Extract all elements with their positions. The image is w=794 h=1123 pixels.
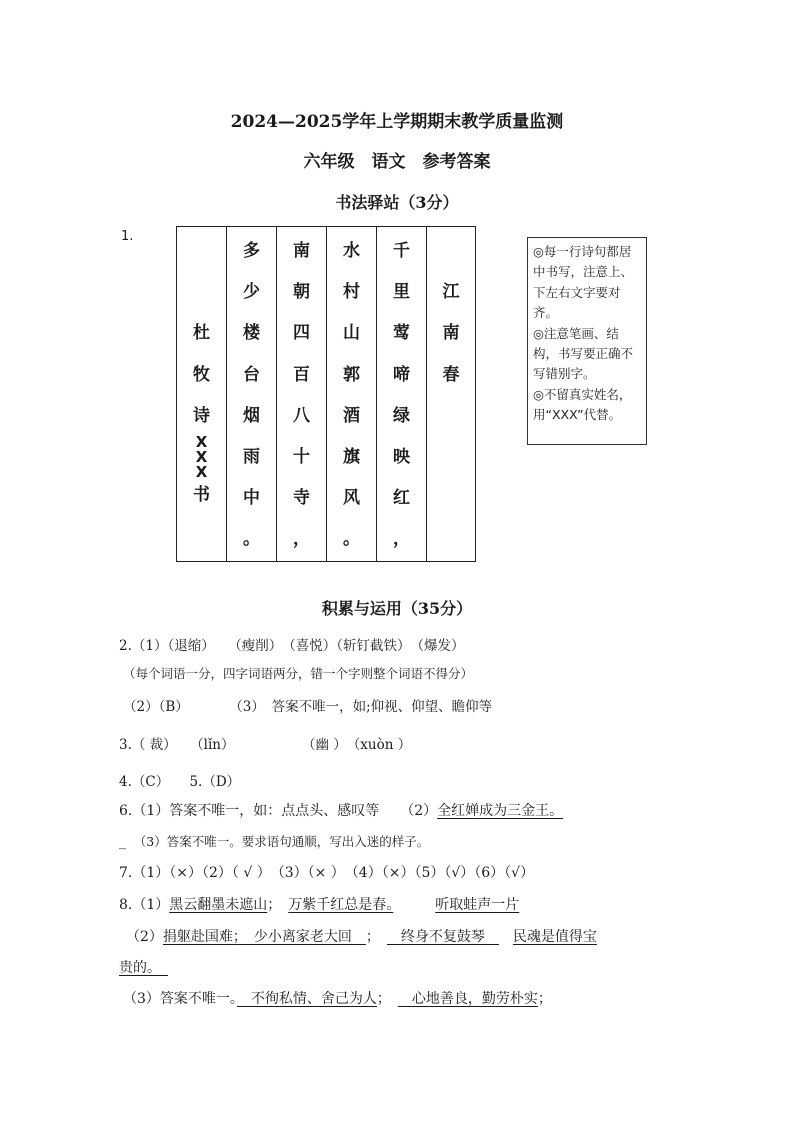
- grid-char: 十: [293, 447, 310, 467]
- note-item: ◎注意笔画、结构，书写要正确不写错别字。: [533, 325, 634, 382]
- grid-char: 江: [442, 282, 460, 302]
- grid-char: 牧: [193, 365, 210, 385]
- grid-char: 书: [193, 485, 210, 505]
- section-heading-accumulation: 积累与运用（35分）: [321, 599, 473, 618]
- grid-char: 烟: [243, 406, 260, 426]
- grid-char: 台: [243, 365, 260, 385]
- grid-char: 八: [293, 406, 310, 426]
- grid-char: 绿: [393, 406, 410, 426]
- grid-char: X: [195, 433, 208, 451]
- answer-q8-3-b: 心地善良，勤劳朴实: [397, 991, 538, 1007]
- grid-char: 春: [442, 365, 460, 385]
- grid-char: 中: [243, 488, 260, 508]
- note-item: ◎每一行诗句都居中书写，注意上、下左右文字要对齐。: [533, 244, 634, 321]
- grid-char: 楼: [243, 323, 260, 343]
- answer-q8-3-a: 不徇私情、舍己为人: [236, 991, 377, 1007]
- grid-column-line-4: [227, 227, 277, 561]
- grid-char: 。: [243, 529, 260, 549]
- answer-q6-line1: [119, 800, 563, 820]
- grid-char: 四: [293, 323, 310, 343]
- grid-char: 郭: [343, 365, 360, 385]
- answer-q8-2-prefix: （2）: [126, 929, 163, 945]
- grid-char: 村: [343, 282, 360, 302]
- grid-char: 千: [393, 241, 410, 261]
- grid-char: 水: [343, 241, 360, 261]
- grid-column-title: [427, 227, 475, 561]
- answer-q8-1-b: 万紫千红总是春。: [288, 897, 394, 913]
- answer-q6-part3: （3）答案不唯一。要求语句通顺，写出入迷的样子。: [140, 834, 430, 849]
- answer-q8-2-d: 民魂是值得宝: [512, 929, 597, 945]
- answer-q8-3-prefix: （3）答案不唯一。: [123, 991, 237, 1007]
- page-title: 2024—2025学年上学期期末教学质量监测: [230, 112, 564, 132]
- grid-char: 酒: [343, 406, 360, 426]
- writing-notes-box: [527, 237, 647, 445]
- answer-q6-part1: 6.（1）答案不唯一，如：点点头、感叹等 （2）: [119, 803, 438, 819]
- answer-q6-underlined: 全红婵成为三金王。: [437, 803, 564, 819]
- page-subtitle: 六年级 语文 参考答案: [303, 152, 491, 172]
- grid-char: 山: [343, 323, 360, 343]
- answer-q8-2-b: 少小离家老大回: [239, 929, 366, 945]
- grid-char: 里: [393, 282, 410, 302]
- answer-q4-q5: 4.（C） 5.（D）: [119, 774, 241, 790]
- answer-q8-2-e: 贵的。: [119, 960, 154, 976]
- grid-char: 南: [293, 241, 310, 261]
- question-number-1: 1.: [121, 229, 134, 244]
- grid-char: 映: [393, 447, 410, 467]
- grid-char: X: [195, 448, 208, 466]
- answer-q8-1-a: 黑云翻墨未遮山: [169, 897, 268, 913]
- grid-char: 百: [293, 365, 310, 385]
- grid-char: 寺: [293, 488, 310, 508]
- note-item: ◎不留真实姓名，用“XXX”代替。: [533, 386, 632, 423]
- answer-q3: 3.（ 裁） （lǐn） （幽 ） （xuòn ）: [119, 737, 412, 753]
- section-heading-calligraphy: 书法驿站（3分）: [335, 193, 459, 212]
- grid-char: 啼: [393, 365, 410, 385]
- answer-q7: 7.（1）（×）（2）（ √ ） （3）（× ） （4）（×）（5）（√）（6）（√）: [119, 865, 535, 881]
- grid-char: 多: [243, 241, 260, 261]
- grid-char: 风: [343, 488, 360, 508]
- grid-column-line-2: [327, 227, 377, 561]
- answer-q8-3-end: ；: [537, 991, 552, 1007]
- grid-column-signature: [177, 227, 227, 561]
- answer-q8-1-c: 听取蛙声一片: [435, 897, 520, 913]
- answer-q2-line1: 2.（1）（退缩） （瘦削） （喜悦）（斩钉截铁） （爆发）: [119, 638, 465, 654]
- grid-column-line-3: [277, 227, 327, 561]
- grid-char: 少: [243, 282, 260, 302]
- answer-q6-dash: _: [119, 834, 126, 850]
- calligraphy-grid: [176, 226, 476, 562]
- answer-q8-1-sep: ；: [267, 897, 275, 913]
- grid-char: 朝: [293, 282, 310, 302]
- grid-char: ，: [293, 529, 310, 549]
- grid-char: X: [195, 463, 208, 481]
- grid-char: 诗: [193, 406, 210, 426]
- grid-char: ，: [393, 529, 410, 549]
- answer-q8-line1: [119, 894, 519, 914]
- answer-q8-2-sep: ；: [365, 929, 373, 945]
- answer-q2-note: （每个词语一分，四字词语两分，错一个字则整个词语不得分）: [123, 666, 474, 681]
- grid-char: 。: [343, 529, 360, 549]
- grid-char: 红: [393, 488, 410, 508]
- grid-char: 南: [442, 323, 460, 343]
- answer-q8-line3: [123, 988, 552, 1008]
- answer-q8-line2-cont: [119, 957, 168, 977]
- answer-q6-line2: [119, 831, 429, 851]
- answer-q2-line2: （2）（B） （3） 答案不唯一，如;仰视、仰望、瞻仰等: [123, 699, 493, 715]
- grid-char: 杜: [193, 323, 210, 343]
- grid-char: 旗: [343, 447, 360, 467]
- grid-char: 雨: [243, 447, 260, 467]
- answer-q8-line2: [126, 926, 597, 946]
- answer-q8-2-a: 捐躯赴国难；: [162, 929, 240, 945]
- grid-column-line-1: [377, 227, 427, 561]
- grid-char: 莺: [393, 323, 410, 343]
- answer-q8-2-c: 终身不复鼓琴: [386, 929, 499, 945]
- answer-q8-3-sep: ；: [376, 991, 384, 1007]
- answer-q8-1-prefix: 8.（1）: [119, 897, 170, 913]
